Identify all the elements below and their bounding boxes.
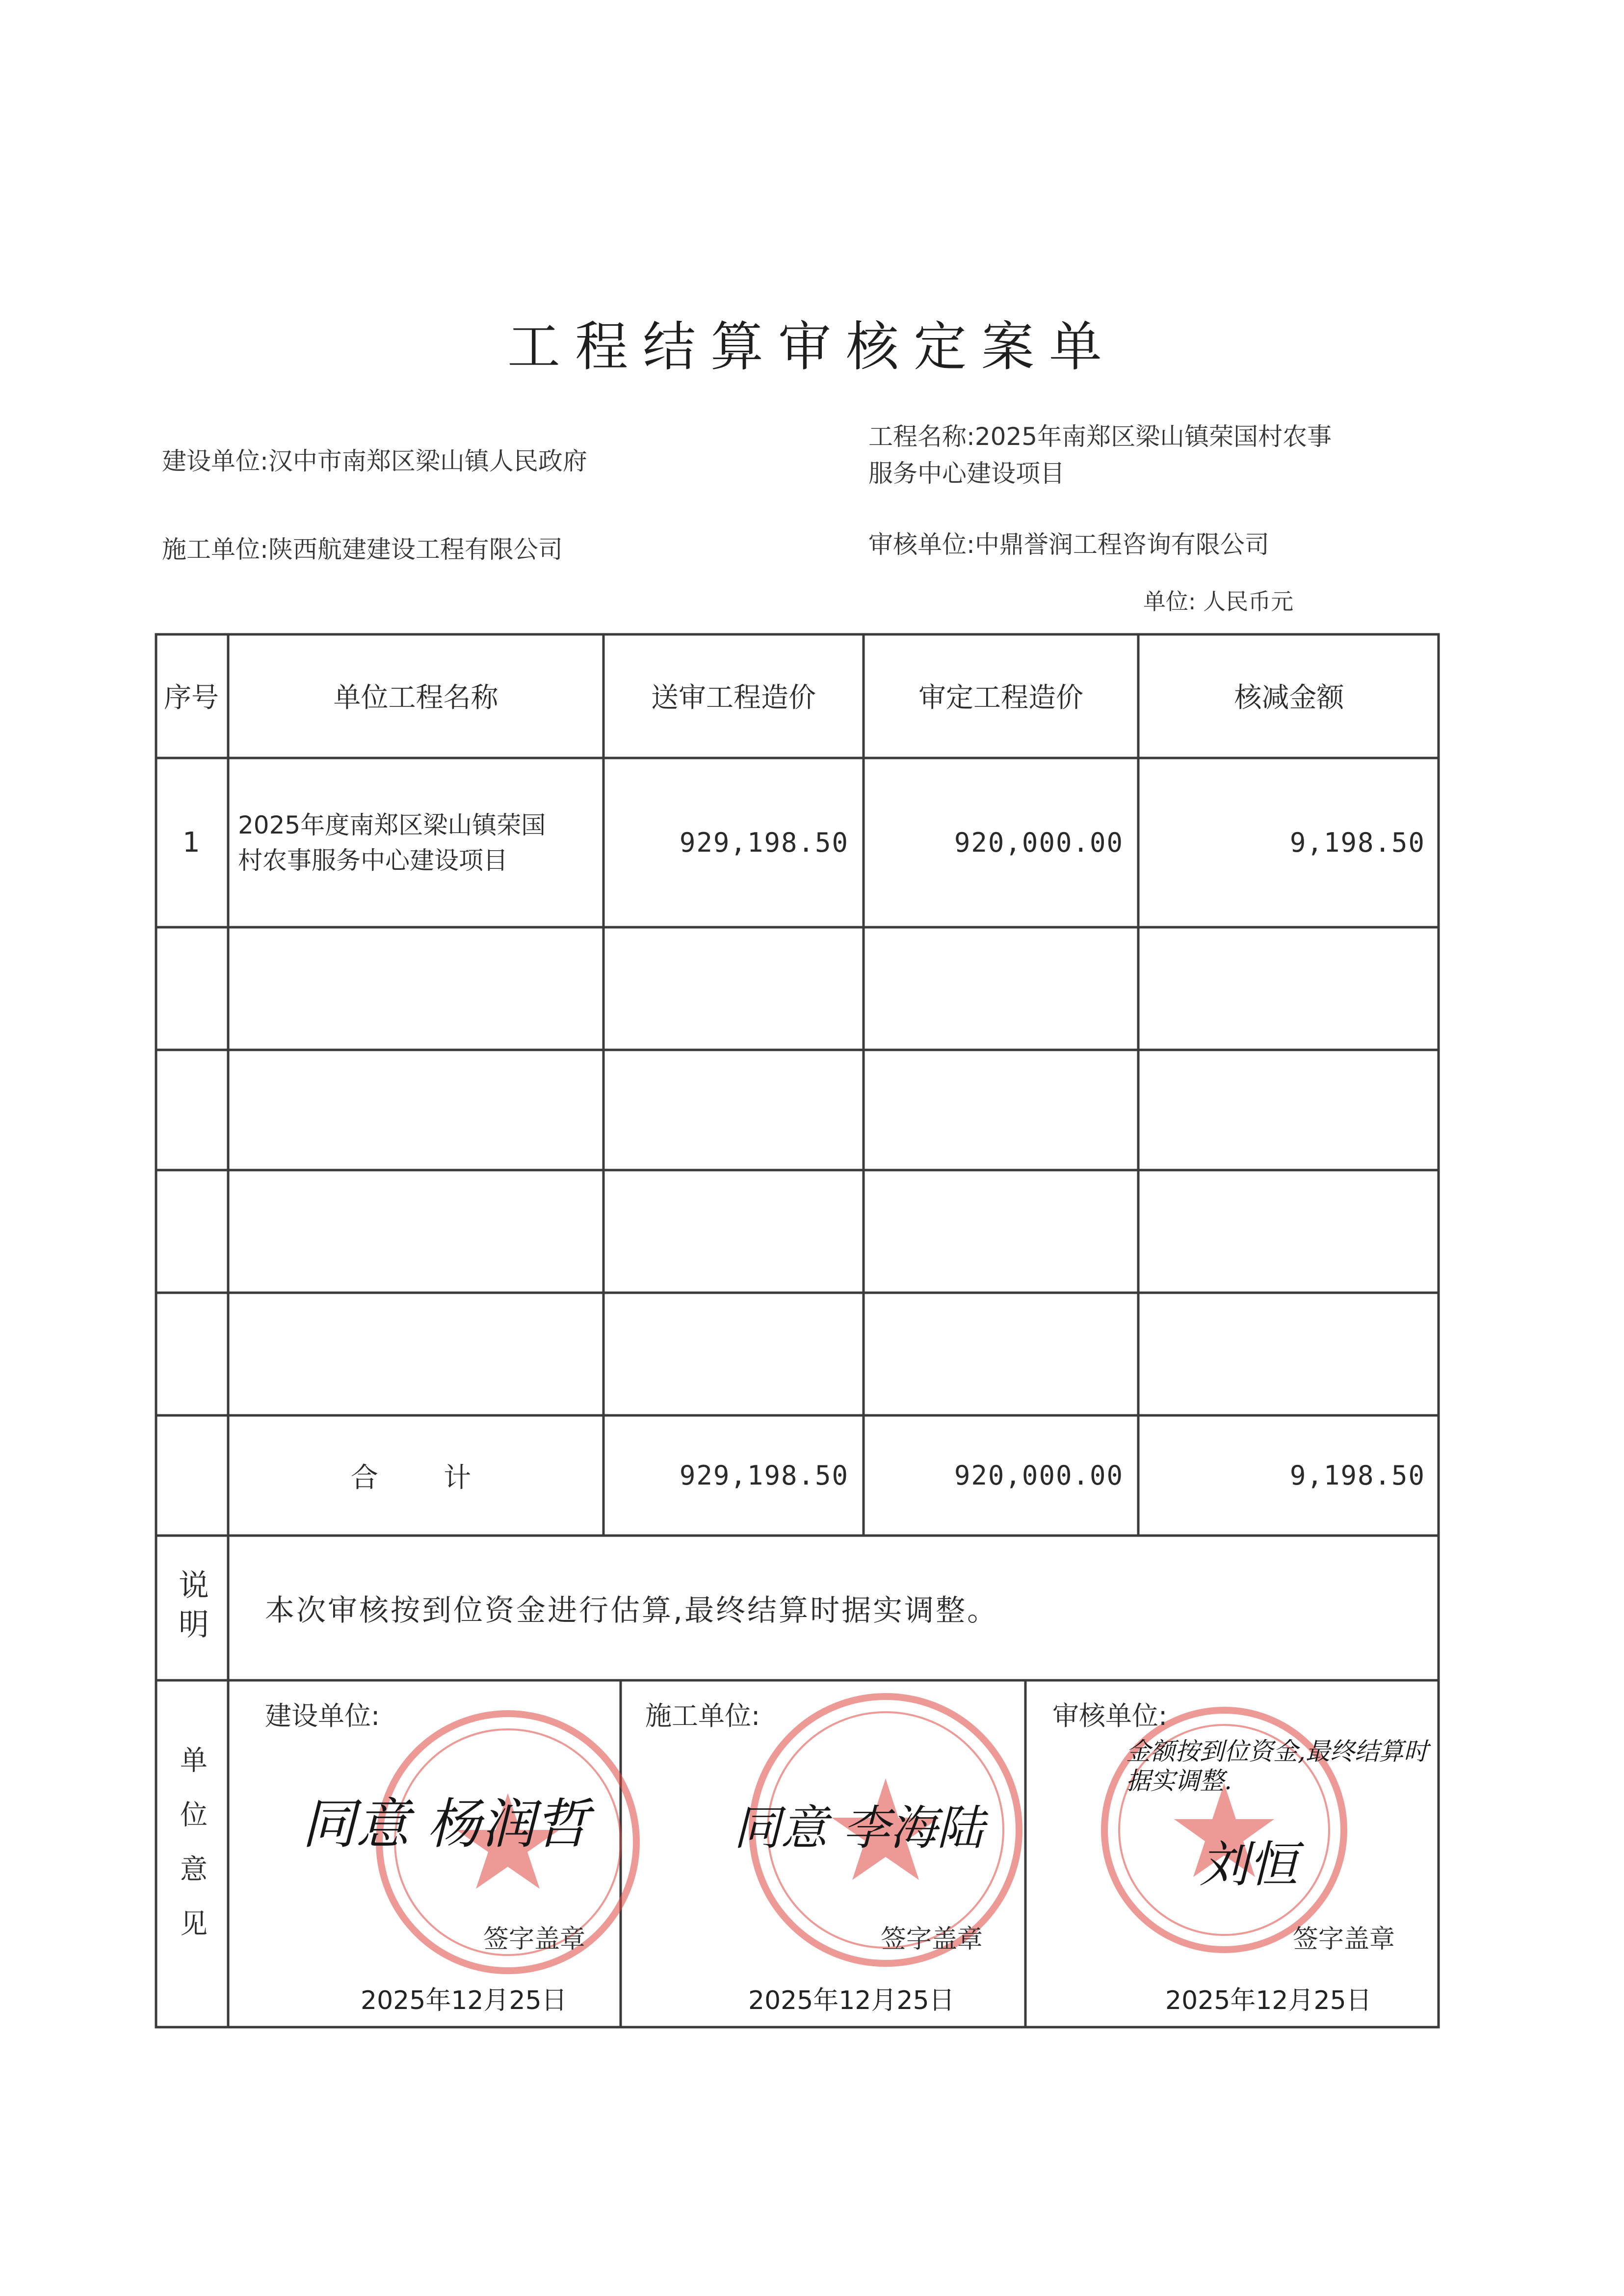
- opinion-label-cell: [155, 1680, 228, 2029]
- header-submitted: 送审工程造价: [651, 681, 816, 714]
- owner-unit: 建设单位:汉中市南郑区梁山镇人民政府: [162, 447, 587, 475]
- project-name-line2: 服务中心建设项目: [868, 459, 1065, 488]
- contractor-opinion-label: 施工单位:: [645, 1700, 760, 1731]
- note-label-cell: [155, 1536, 228, 1680]
- row-approved: 920,000.00: [954, 827, 1124, 858]
- row-name: [228, 758, 603, 927]
- total-reduction: 9,198.50: [1289, 1460, 1425, 1491]
- owner-sign-label: 签字盖章: [483, 1925, 586, 1954]
- row-name-line1: 2025年度南郑区梁山镇荣国: [238, 810, 546, 839]
- owner-date: 2025年12月25日: [361, 1986, 567, 2015]
- row-name-line2: 村农事服务中心建设项目: [238, 846, 508, 875]
- note-label: 说明: [173, 1568, 210, 1647]
- header-name: 单位工程名称: [333, 681, 498, 714]
- row-index: 1: [183, 827, 200, 859]
- total-submitted: 929,198.50: [679, 1460, 849, 1491]
- header-index: 序号: [164, 681, 219, 714]
- contractor-date: 2025年12月25日: [748, 1986, 955, 2015]
- owner-signature: 同意 杨润哲: [302, 1793, 589, 1855]
- auditor-date: 2025年12月25日: [1165, 1986, 1372, 2015]
- opinion-label: 单位意见: [176, 1746, 208, 1963]
- total-label: 合 计: [350, 1461, 481, 1494]
- currency-unit: 单位: 人民币元: [1143, 588, 1294, 615]
- contractor-sign-label: 签字盖章: [881, 1925, 983, 1954]
- contractor-unit: 施工单位:陕西航建建设工程有限公司: [162, 535, 563, 564]
- auditor-signature: 刘恒: [1200, 1836, 1298, 1893]
- page-title: 工程结算审核定案单: [507, 316, 1117, 378]
- auditor-remark: 金额按到位资金,最终结算时据实调整.: [1126, 1737, 1428, 1795]
- auditor-unit: 审核单位:中鼎誉润工程咨询有限公司: [868, 530, 1269, 559]
- total-approved: 920,000.00: [954, 1460, 1124, 1491]
- auditor-opinion-label: 审核单位:: [1052, 1700, 1168, 1731]
- row-reduction: 9,198.50: [1289, 827, 1425, 858]
- header-reduction: 核减金额: [1234, 681, 1344, 714]
- contractor-signature: 同意 李海陆: [733, 1800, 984, 1855]
- row-submitted: 929,198.50: [679, 827, 849, 858]
- header-approved: 审定工程造价: [918, 681, 1083, 714]
- owner-opinion-label: 建设单位:: [265, 1700, 380, 1731]
- project-name-line1: 工程名称:2025年南郑区梁山镇荣国村农事: [868, 422, 1332, 451]
- settlement-table: [155, 633, 1440, 2029]
- auditor-sign-label: 签字盖章: [1293, 1925, 1395, 1954]
- note-text: 本次审核按到位资金进行估算,最终结算时据实调整。: [265, 1593, 999, 1628]
